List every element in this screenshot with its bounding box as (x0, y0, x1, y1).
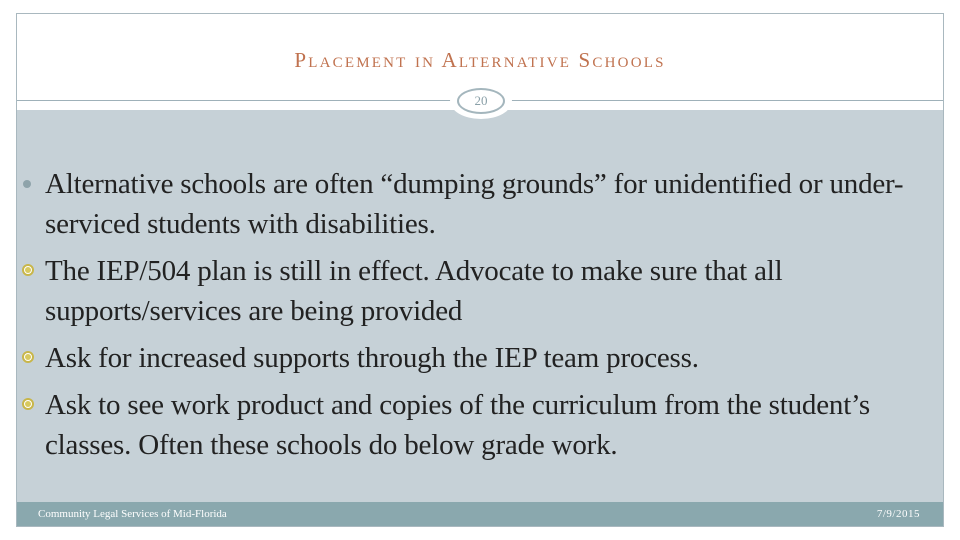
slide-title: Placement in Alternative Schools (294, 48, 666, 72)
bullet-circle-icon (22, 351, 34, 363)
bullet-text: Alternative schools are often “dumping grounds” for unidentified or under-serviced students with disabilities. (45, 168, 904, 240)
footer-date: 7/9/2015 (876, 508, 920, 520)
bullet-item (20, 251, 920, 331)
footer-bar (17, 502, 943, 526)
bullet-text: Ask to see work product and copies of the curriculum from the student’s classes. Often these schools do below grade work. (45, 389, 870, 461)
bullet-circle-icon (22, 398, 34, 410)
footer-organization: Community Legal Services of Mid-Florida (38, 508, 227, 520)
bullet-item (20, 164, 920, 244)
bullet-item (20, 338, 920, 378)
bullet-dot-icon (23, 180, 31, 188)
page-number-badge (450, 83, 512, 119)
bullet-list (20, 164, 920, 472)
page-number: 20 (457, 88, 505, 114)
bullet-text: Ask for increased supports through the IEP team process. (45, 342, 699, 374)
bullet-text: The IEP/504 plan is still in effect. Advocate to make sure that all supports/services are being provided (45, 255, 783, 327)
bullet-circle-icon (22, 264, 34, 276)
bullet-item (20, 385, 920, 465)
